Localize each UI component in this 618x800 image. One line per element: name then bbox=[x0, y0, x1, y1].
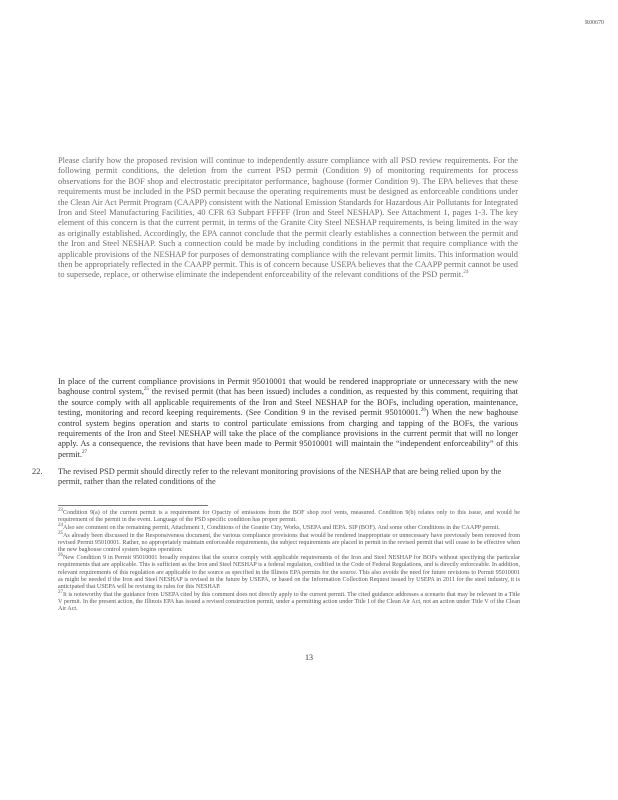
footnote-text: It is noteworthy that the guidance from USEPA cited by this comment does not directly apply to the current permit. The cited guidance addresses a scenario that may be relevant in a Title V permit. In the present action, the Illinois EPA has issued a revised construction permit, under a permitting action under Title I of the Clean Air Act, not an action under Title V of the Clean Air Act. bbox=[58, 591, 520, 613]
comment-paragraph-text: Please clarify how the proposed revision will continue to independently assure compliance with all PSD review requirements. For the following permit conditions, the deletion from the current PSD permit (Condition 9) of monitoring requirements for process observations for the BOF shop and electrostatic precipitator performance, baghouse (former Condition 9). The EPA believes that these requirements must be included in the PSD permit because the operating requirements must be designed as enforceable conditions under the Clean Air Act Permit Program (CAAPP) consistent with the National Emission Standards for Hazardous Air Pollutants for Integrated Iron and Steel Manufacturing Facilities, 40 CFR 63 Subpart FFFFF (Iron and Steel NESHAP). See Attachment 1, pages 1-3. The key element of this concern is that the current permit, in terms of the Granite City Steel NESHAP requirements, is being limited in the way as originally established. Accordingly, the EPA cannot conclude that the permit clearly establishes a connection between the permit and the Iron and Steel NESHAP. Such a connection could be made by including conditions in the permit that require compliance with the applicable provisions of the NESHAP for purposes of demonstrating compliance with the relevant permit limits. This information would then be appropriately reflected in the CAAPP permit. This is of concern because USEPA believes that the CAAPP permit cannot be used to supersede, replace, or otherwise eliminate the independent enforceability of the relevant conditions of the PSD permit. bbox=[58, 156, 518, 280]
footnote bbox=[58, 589, 520, 614]
response-text-part: the revised permit (that has been issued) includes a condition, as requested by this comment, requiring that the source comply with all applicable requirements of the Iron and Steel NESHAP for the BOFs, including operation, maintenance, testing, monitoring and record keeping requirements. (See Condition 9 in the revised permit 95010001. bbox=[58, 387, 518, 418]
footnote-ref: 27 bbox=[81, 450, 87, 456]
footnote-mark: 25 bbox=[58, 530, 63, 536]
bates-number: R00670 bbox=[584, 20, 604, 26]
page-number: 13 bbox=[305, 653, 313, 662]
footnote-mark: 23 bbox=[58, 507, 63, 513]
footnote-mark: 26 bbox=[58, 552, 63, 558]
footnote-mark: 27 bbox=[58, 589, 63, 595]
footnote-divider bbox=[58, 505, 208, 506]
footnote-text: Condition 9(a) of the current permit is a requirement for Opacity of emissions from the BOF shop roof vents, measured. Condition 9(b) relates only to this issue, and would be requirement of the permit in the event. Language of the PSD specific condition has proper permit. bbox=[58, 510, 520, 524]
footnote-mark: 24 bbox=[58, 522, 63, 528]
footnote-ref: 24 bbox=[463, 270, 469, 276]
footnote bbox=[58, 522, 520, 532]
numbered-comment-text: The revised PSD permit should directly refer to the relevant monitoring provisions of the NESHAP that are being relied upon by the permit, rather than the related conditions of the bbox=[58, 467, 502, 487]
footnote-ref: 26 bbox=[420, 408, 426, 414]
footnote-ref: 25 bbox=[144, 387, 150, 393]
response-text-part: ) When the new baghouse control system begins operation and starts to control particulate emissions from charging and tapping of the BOFs, the various requirements of the Iron and Steel NESHAP will take the place of the compliance provisions in the current permit that will no longer apply. As a consequence, the revisions that have been made to Permit 95010001 will maintain the “independent enforceability” of this permit. bbox=[58, 408, 518, 459]
footnote-text: As already been discussed in the Responsiveness document, the various compliance provisions that would be rendered inappropriate or unnecessary have previously been removed from revised Permit 95010001. Rather, no appropriately maintain enforceable requirements, the subject requirements are placed in permit in the revised permit that will cease to be effective when the new baghouse control system begins operation. bbox=[58, 532, 520, 554]
footnote bbox=[58, 507, 520, 525]
footnotes bbox=[58, 507, 520, 614]
comment-number: 22. bbox=[32, 467, 43, 476]
footnote-text: New Condition 9 in Permit 95010001 broadly requires that the source comply with applicable requirements of the Iron and Steel NESHAP for BOFs without specifying the particular requirements that are applicable. This is sufficient as the Iron and Steel NESHAP is a federal regulation, codified in the Code of Federal Regulations, and is directly enforceable. In addition, relevant requirements of this regulation are applicable to the source as specified in the Illinois EPA permits for the source. This also avoids the need for future revisions to Permit 95010001 as might be needed if the Iron and Steel NESHAP is revised in the future by USEPA, or based on the Information Collection Request issued by USEPA in 2011 for the steel industry, it is anticipated that USEPA will be revising its rules for this NESHAP. bbox=[58, 554, 520, 591]
comment-paragraph bbox=[58, 156, 518, 281]
response-paragraph bbox=[58, 377, 518, 460]
numbered-comment bbox=[32, 467, 518, 488]
response-text-part: In place of the current compliance provisions in Permit 95010001 that would be rendered inappropriate or unnecessary with the new baghouse control system, bbox=[58, 377, 518, 397]
footnote bbox=[58, 552, 520, 591]
footnote bbox=[58, 530, 520, 555]
footnote-text: Also see comment on the remaining permit, Attachment 1, Conditions of the Granite City, Works, USEPA and IEPA. SIP (BOF). And some other Conditions in the CAAPP permit. bbox=[63, 524, 500, 531]
